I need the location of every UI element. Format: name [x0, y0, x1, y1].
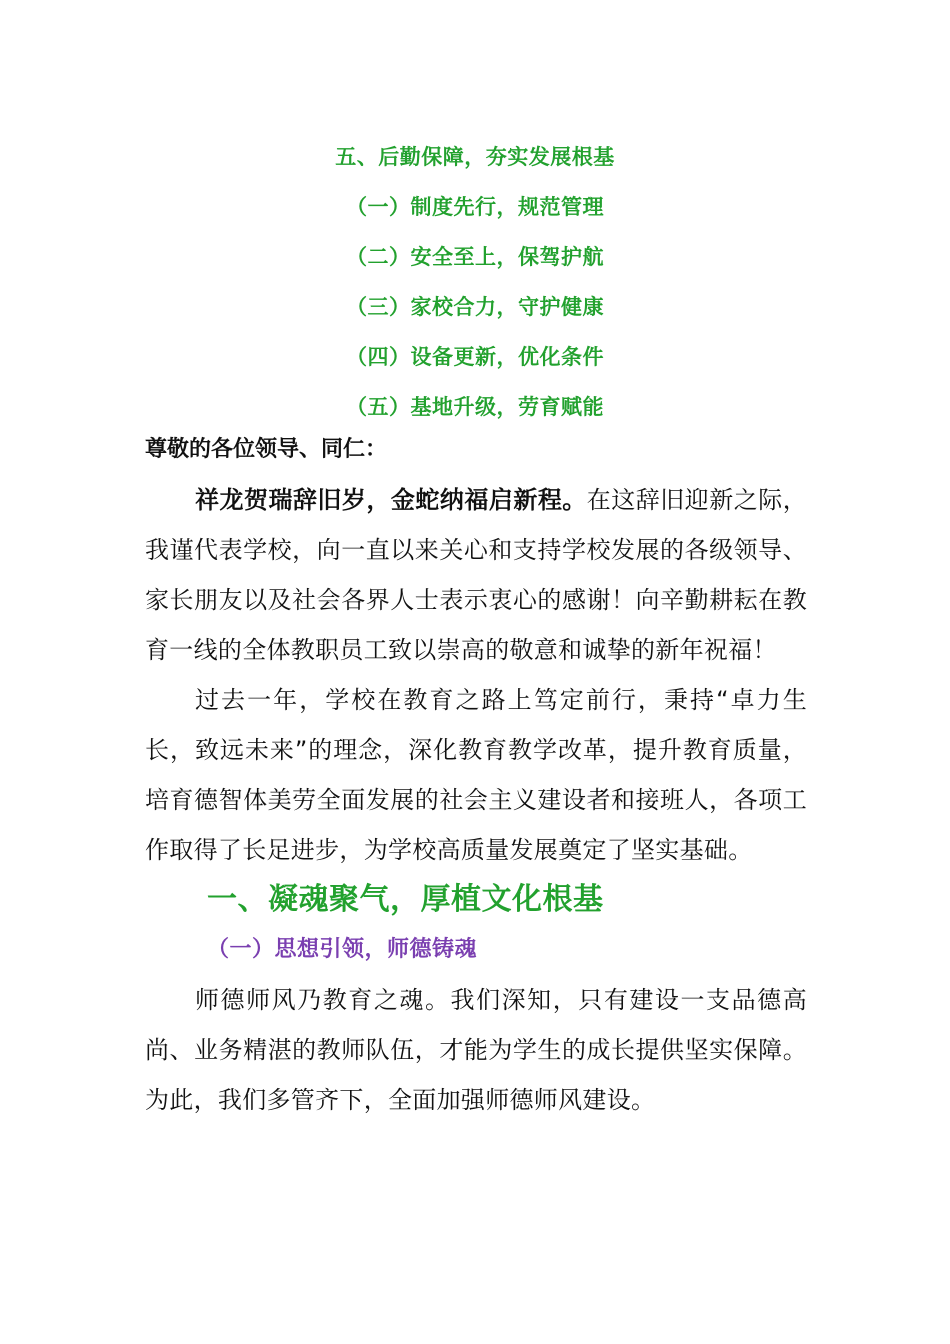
intro-body: 在这辞旧迎新之际，我谨代表学校，向一直以来关心和支持学校发展的各级领导、家长朋友以及社会各界人士表示衷心的感谢！向辛勤耕耘在教育一线的全体教职员工致以崇高的敬意和诚挚的新年祝福！ [145, 486, 807, 664]
intro-lead: 祥龙贺瑞辞旧岁，金蛇纳福启新程。 [195, 486, 587, 514]
table-of-contents [0, 132, 950, 432]
intro-paragraph [145, 475, 807, 675]
document-body [145, 425, 807, 1125]
salutation: 尊敬的各位领导、同仁： [145, 437, 388, 462]
toc-item: （一）制度先行，规范管理 [346, 195, 604, 219]
toc-heading: 五、后勤保障，夯实发展根基 [335, 145, 615, 169]
section-1-title: 一、凝魂聚气，厚植文化根基 [207, 882, 604, 917]
review-paragraph: 过去一年，学校在教育之路上笃定前行，秉持“卓力生长，致远未来”的理念，深化教育教学改革，提升教育质量，培育德智体美劳全面发展的社会主义建设者和接班人，各项工作取得了长足进步，为学校高质量发展奠定了坚实基础。 [145, 686, 807, 864]
section-1-subsection-1-title: （一）思想引领，师德铸魂 [207, 937, 478, 962]
toc-item: （四）设备更新，优化条件 [346, 345, 604, 369]
toc-item: （三）家校合力，守护健康 [346, 295, 604, 319]
toc-item: （五）基地升级，劳育赋能 [346, 395, 604, 419]
section-1-paragraph: 师德师风乃教育之魂。我们深知，只有建设一支品德高尚、业务精湛的教师队伍，才能为学生的成长提供坚实保障。为此，我们多管齐下，全面加强师德师风建设。 [145, 986, 807, 1114]
toc-item: （二）安全至上，保驾护航 [346, 245, 604, 269]
